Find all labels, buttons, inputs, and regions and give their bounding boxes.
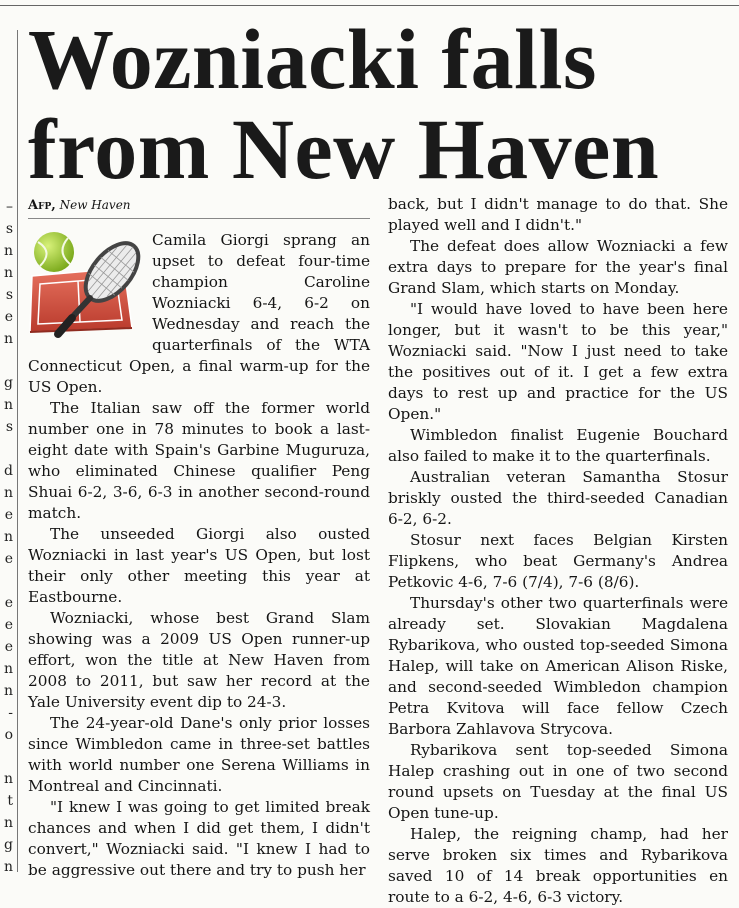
right-paragraph: Rybarikova sent top-seeded Simona Halep crashing out in one of two second round upsets on Tuesday at the final US Open tune-up. — [388, 741, 728, 822]
left-paragraph: Camila Giorgi sprang an upset to defeat four-time champion Caroline Wozniacki 6-4, 6-2 on Wednesday and reach the quarterfinals of the WTA Connecticut Open, a final warm-up for the US Open. — [28, 231, 370, 396]
fragment-letter: s — [5, 287, 13, 303]
fragment-letter: e — [4, 639, 13, 655]
fragment-letter: o — [4, 727, 13, 743]
fragment-letter: n — [3, 485, 13, 501]
fragment-letter: – — [6, 199, 13, 215]
fragment-letter: s — [5, 419, 13, 435]
left-paragraph: The 24-year-old Dane's only prior losses since Wimbledon came in three-set battles with world number one Serena Williams in Montreal and Cincinnati. — [28, 714, 370, 795]
fragment-letter: e — [4, 309, 13, 325]
right-paragraph: Australian veteran Samantha Stosur briskly ousted the third-seeded Canadian 6-2, 6-2. — [388, 468, 728, 528]
fragment-letter: e — [4, 595, 13, 611]
fragment-letter: n — [3, 815, 13, 831]
fragment-letter: n — [3, 529, 13, 545]
byline-dateline: New Haven — [59, 198, 131, 212]
fragment-letter: g — [4, 837, 13, 853]
right-paragraph: Thursday's other two quarterfinals were already set. Slovakian Magdalena Rybarikova, who ousted top-seeded Simona Halep, will take on American Alison Riske, and second-seeded Wimbledon champion Petra Kvitova will face fellow Czech Barbora Zahlavova Strycova. — [388, 594, 728, 738]
fragment-letter: n — [3, 771, 13, 787]
fragment-letter: e — [4, 507, 13, 523]
adjacent-column-fragment — [0, 196, 13, 878]
fragment-letter — [0, 350, 13, 372]
left-paragraph: The Italian saw off the former world number one in 78 minutes to book a last-eight date with Spain's Garbine Muguruza, who eliminated Chinese qualifier Peng Shuai 6-2, 3-6, 6-3 in another second-round match. — [28, 399, 370, 522]
fragment-letter: n — [3, 661, 13, 677]
fragment-letter: s — [5, 221, 13, 237]
fragment-letter: g — [4, 375, 13, 391]
left-paragraph: Wozniacki, whose best Grand Slam showing was a 2009 US Open runner-up effort, won the title at New Haven from 2008 to 2011, but saw her record at the Yale University event dip to 24-3. — [28, 609, 370, 711]
left-paragraph: "I knew I was going to get limited break chances and when I did get them, I didn't convert," Wozniacki said. "I knew I had to be aggressive out there and try to push her — [28, 798, 370, 879]
fragment-letter: t — [7, 793, 13, 809]
right-paragraph: Stosur next faces Belgian Kirsten Flipkens, who beat Germany's Andrea Petkovic 4-6, 7-6 (7/4), 7-6 (8/6). — [388, 531, 728, 591]
right-paragraph: back, but I didn't manage to do that. She played well and I didn't." — [388, 195, 728, 234]
left-paragraph: The unseeded Giorgi also ousted Wozniacki in last year's US Open, but lost their only other meeting this year at Eastbourne. — [28, 525, 370, 606]
byline-agency: Afp, — [28, 198, 56, 213]
right-paragraph: "I would have loved to have been here longer, but it wasn't to be this year," Wozniacki said. "Now I just need to take the positives out of it. I get a few extra days to rest up and practice for the US Open." — [388, 300, 728, 423]
fragment-letter: n — [3, 683, 13, 699]
fragment-letter: n — [3, 859, 13, 875]
right-paragraph: Wimbledon finalist Eugenie Bouchard also failed to make it to the quarterfinals. — [388, 426, 728, 465]
fragment-letter: e — [4, 617, 13, 633]
fragment-letter — [0, 570, 13, 592]
fragment-letter: n — [3, 397, 13, 413]
column-divider — [17, 30, 18, 872]
article-column-left — [28, 230, 370, 881]
fragment-letter: d — [4, 463, 13, 479]
article-column-right — [388, 194, 728, 908]
right-paragraph: The defeat does allow Wozniacki a few extra days to prepare for the year's final Grand Slam, which starts on Monday. — [388, 237, 728, 297]
fragment-letter: - — [8, 705, 13, 721]
fragment-letter — [0, 438, 13, 460]
headline: Wozniacki falls from New Haven — [28, 11, 660, 197]
fragment-letter: n — [3, 265, 13, 281]
byline — [28, 198, 370, 219]
right-paragraph: Halep, the reigning champ, had her serve broken six times and Rybarikova saved 10 of 14 break opportunities en route to a 6-2, 4-6, 6-3 victory. — [388, 825, 728, 906]
top-rule — [0, 5, 739, 6]
fragment-letter — [0, 746, 13, 768]
tennis-racket-ball-icon — [28, 230, 146, 342]
fragment-letter: n — [3, 331, 13, 347]
fragment-letter: n — [3, 243, 13, 259]
fragment-letter: e — [4, 551, 13, 567]
